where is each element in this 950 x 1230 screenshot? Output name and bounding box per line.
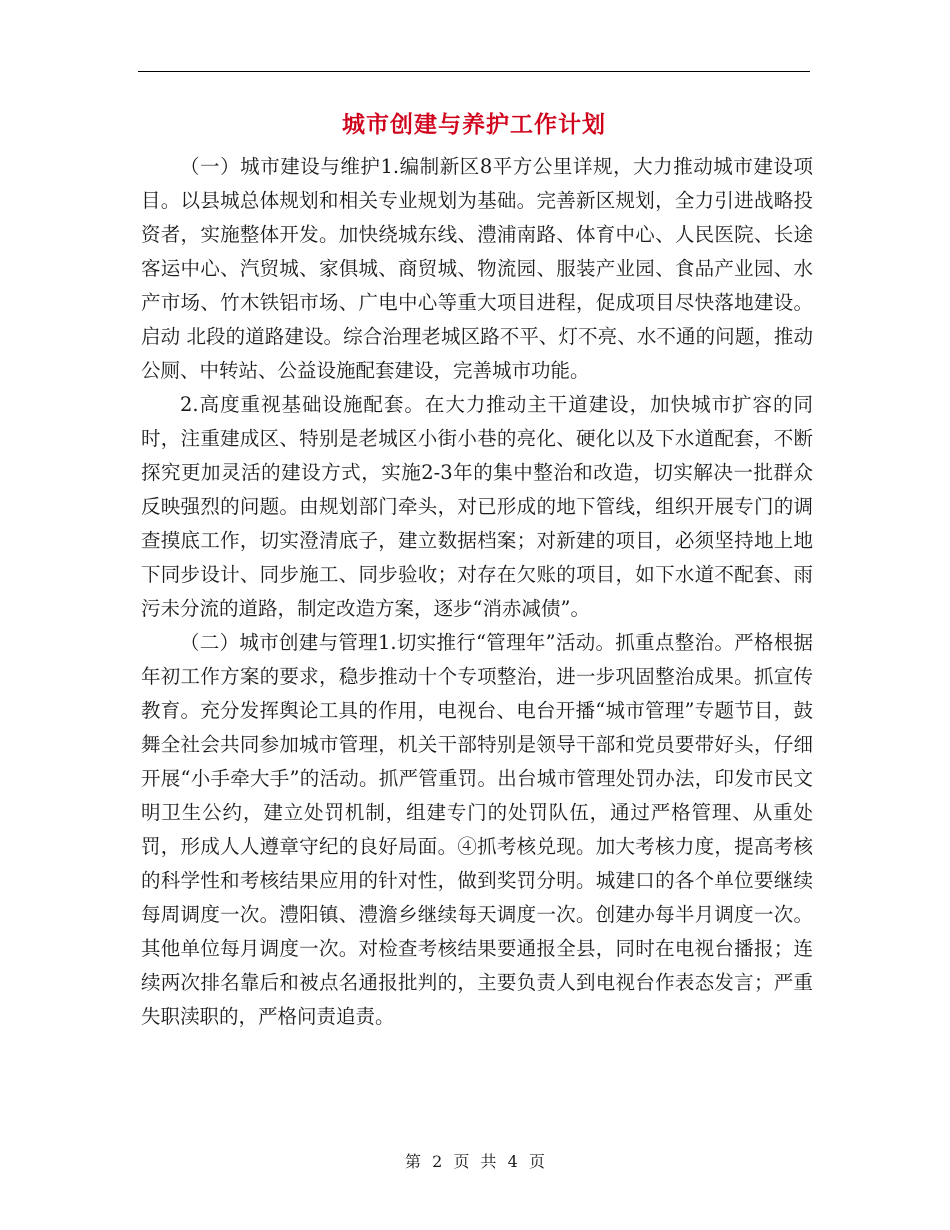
page-footer (0, 1150, 950, 1174)
footer-prefix: 第 (405, 1152, 422, 1171)
footer-page-word: 页 (453, 1152, 470, 1171)
paragraph-3: （二）城市创建与管理1.切实推行“管理年”活动。抓重点整治。严格根据年初工作方案的要求，稳步推动十个专项整治，进一步巩固整治成果。抓宣传教育。充分发挥舆论工具的作用，电视台、电台开播“城市管理”专题节目，鼓舞全社会共同参加城市管理，机关干部特别是领导干部和党员要带好头，仔细开展“小手牵大手”的活动。抓严管重罚。出台城市管理处罚办法，印发市民文明卫生公约，建立处罚机制，组建专门的处罚队伍，通过严格管理、从重处罚，形成人人遵章守纪的良好局面。④抓考核兑现。加大考核力度，提高考核的科学性和考核结果应用的针对性，做到奖罚分明。城建口的各个单位要继续每周调度一次。澧阳镇、澧澹乡继续每天调度一次。创建办每半月调度一次。其他单位每月调度一次。对检查考核结果要通报全县，同时在电视台播报；连续两次排名靠后和被点名通报批判的，主要负责人到电视台作表态发言；严重失职渎职的，严格问责追责。 (141, 631, 813, 1028)
paragraph-2: 2.高度重视基础设施配套。在大力推动主干道建设，加快城市扩容的同时，注重建成区、特别是老城区小街小巷的亮化、硬化以及下水道配套，不断探究更加灵活的建设方式，实施2-3年的集中整治和改造，切实解决一批群众反映强烈的问题。由规划部门牵头，对已形成的地下管线，组织开展专门的调查摸底工作，切实澄清底子，建立数据档案；对新建的项目，必须坚持地上地下同步设计、同步施工、同步验收；对存在欠账的项目，如下水道不配套、雨污未分流的道路，制定改造方案，逐步“消赤减债”。 (141, 393, 813, 620)
document-title: 城市创建与养护工作计划 (342, 111, 606, 138)
document-body (141, 150, 813, 1034)
paragraph-1: （一）城市建设与维护1.编制新区8平方公里详规，大力推动城市建设项目。以县城总体规划和相关专业规划为基础。完善新区规划，全力引进战略投资者，实施整体开发。加快绕城东线、澧浦南路、体育中心、人民医院、长途客运中心、汽贸城、家俱城、商贸城、物流园、服装产业园、食品产业园、水产市场、竹木铁铝市场、广电中心等重大项目进程，促成项目尽快落地建设。启动 北段的道路建设。综合治理老城区路不平、灯不亮、水不通的问题，推动公厕、中转站、公益设施配套建设，完善城市功能。 (141, 155, 813, 382)
header-rule (138, 71, 810, 72)
footer-total-pages: 4 (507, 1152, 518, 1171)
footer-current-page: 2 (432, 1152, 443, 1171)
footer-total-word: 共 (480, 1152, 497, 1171)
footer-suffix: 页 (528, 1152, 545, 1171)
